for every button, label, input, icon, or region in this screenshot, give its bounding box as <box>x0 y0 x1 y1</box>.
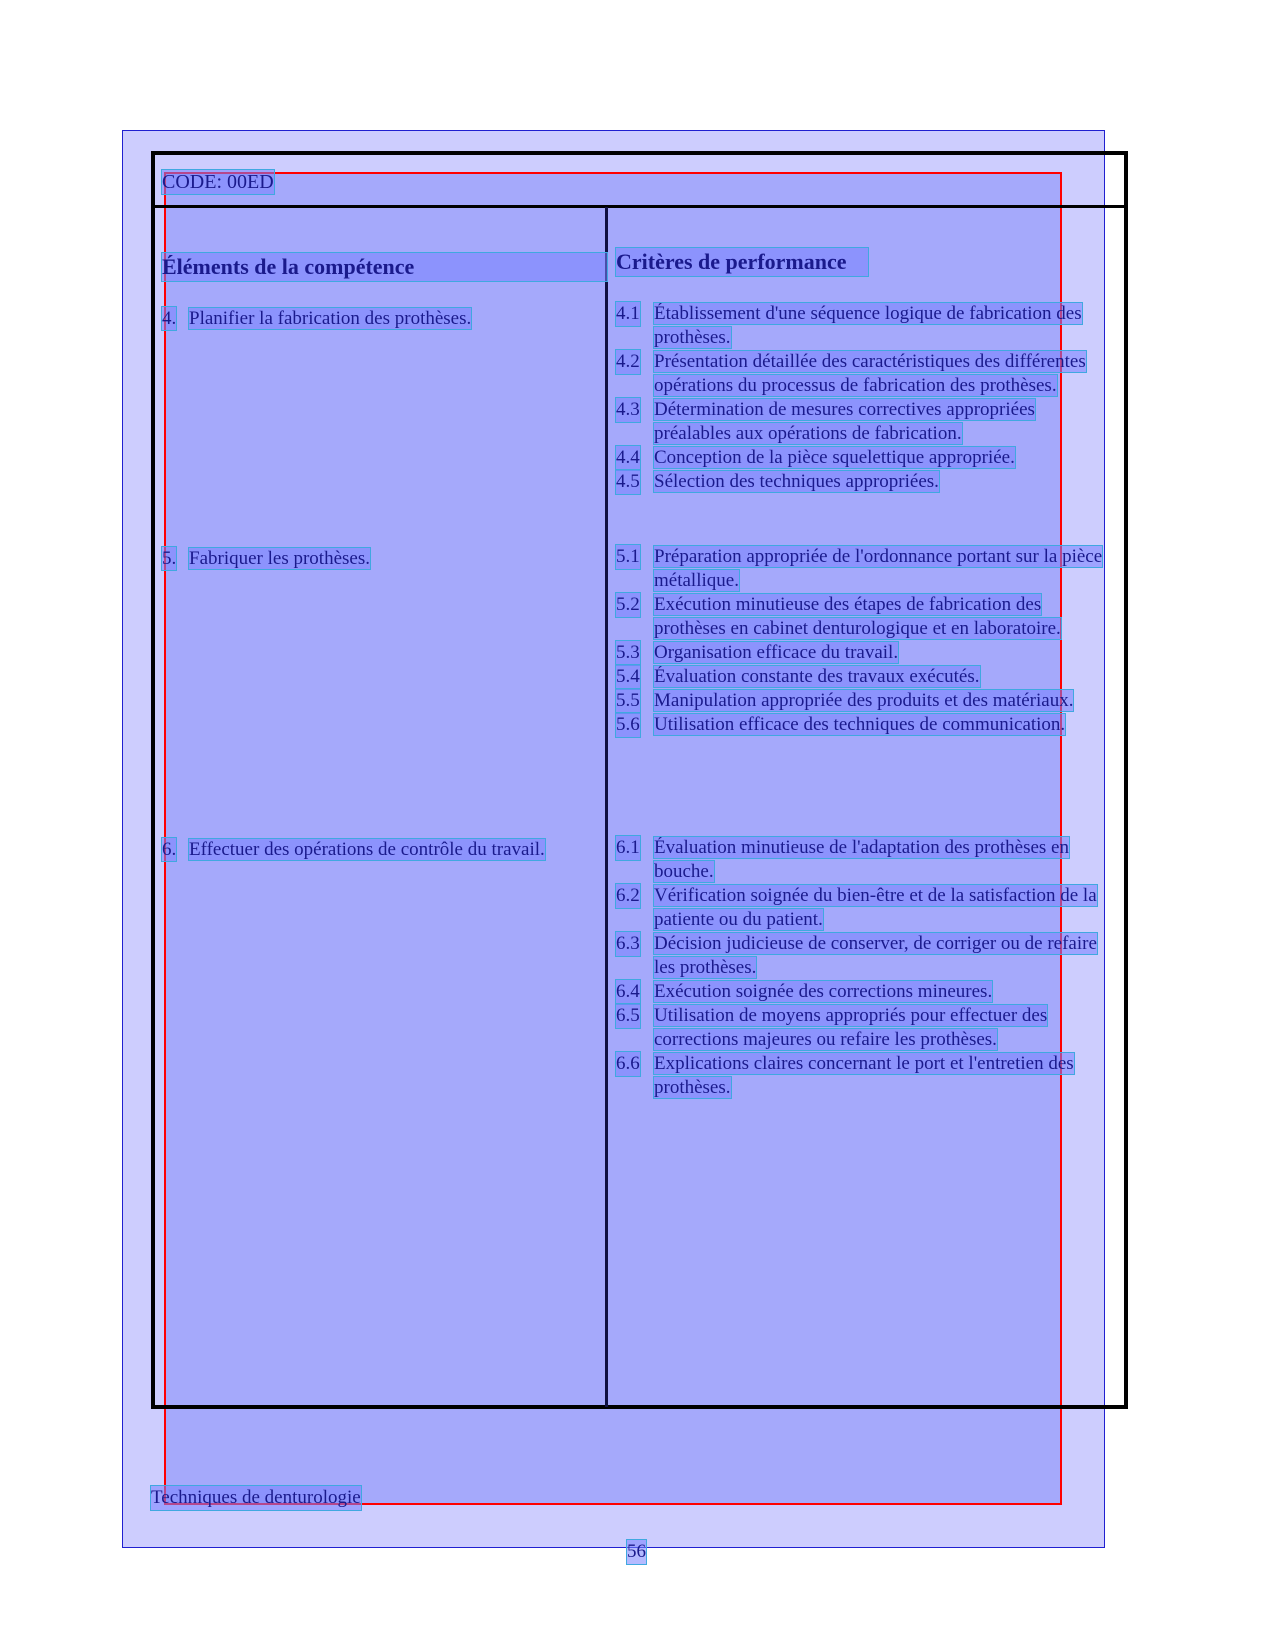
criterion-item <box>616 1004 1106 1052</box>
criterion-text: Sélection des techniques appropriées. <box>654 471 939 492</box>
criterion-item <box>616 545 1106 593</box>
program-name-footer: Techniques de denturologie <box>151 1487 361 1508</box>
criterion-number: 6.1 <box>616 837 640 858</box>
criterion-item <box>616 641 1106 665</box>
criterion-text: Utilisation de moyens appropriés pour effectuer des corrections majeures ou refaire les prothèses. <box>654 1005 1048 1050</box>
criterion-number: 5.4 <box>616 666 640 687</box>
criterion-item <box>616 470 1094 494</box>
criterion-text: Organisation efficace du travail. <box>654 642 899 663</box>
criterion-number: 5.5 <box>616 690 640 711</box>
criterion-number: 5.3 <box>616 642 640 663</box>
criterion-text: Explications claires concernant le port et l'entretien des prothèses. <box>654 1053 1074 1098</box>
criterion-item <box>616 1052 1106 1100</box>
criterion-number: 6.4 <box>616 981 640 1002</box>
element-item <box>162 547 602 570</box>
criterion-item <box>616 665 1106 689</box>
element-text: Fabriquer les prothèses. <box>189 548 370 569</box>
criterion-text: Conception de la pièce squelettique appropriée. <box>654 447 1015 468</box>
elements-column-title: Éléments de la compétence <box>162 253 607 281</box>
criterion-text: Vérification soignée du bien-être et de la satisfaction de la patiente ou du patient. <box>654 885 1097 930</box>
criterion-text: Exécution soignée des corrections mineures. <box>654 981 993 1002</box>
criterion-text: Décision judicieuse de conserver, de corriger ou de refaire les prothèses. <box>654 933 1097 978</box>
criterion-text: Évaluation minutieuse de l'adaptation des prothèses en bouche. <box>654 837 1069 882</box>
page-number: 56 <box>627 1541 646 1562</box>
criterion-number: 6.3 <box>616 933 640 954</box>
element-text: Planifier la fabrication des prothèses. <box>189 308 472 329</box>
criterion-number: 4.5 <box>616 471 640 492</box>
criterion-item <box>616 593 1106 641</box>
criterion-number: 5.6 <box>616 714 640 735</box>
criterion-text: Exécution minutieuse des étapes de fabrication des prothèses en cabinet denturologique et en laboratoire. <box>654 594 1061 639</box>
criterion-number: 6.2 <box>616 885 640 906</box>
criterion-item <box>616 884 1106 932</box>
element-number: 6. <box>162 839 177 860</box>
competency-code: CODE: 00ED <box>162 171 274 193</box>
criterion-number: 5.1 <box>616 546 640 567</box>
criterion-item <box>616 713 1106 737</box>
criterion-number: 5.2 <box>616 594 640 615</box>
criterion-text: Utilisation efficace des techniques de communication. <box>654 714 1066 735</box>
criteria-group-6 <box>616 836 1106 1100</box>
criterion-item <box>616 302 1094 350</box>
element-number: 5. <box>162 548 177 569</box>
element-item <box>162 838 552 861</box>
criterion-item <box>616 932 1106 980</box>
criterion-text: Manipulation appropriée des produits et des matériaux. <box>654 690 1074 711</box>
criterion-number: 6.5 <box>616 1005 640 1026</box>
criterion-text: Établissement d'une séquence logique de fabrication des prothèses. <box>654 303 1082 348</box>
criteria-group-4 <box>616 302 1094 494</box>
criterion-number: 6.6 <box>616 1053 640 1074</box>
criterion-number: 4.2 <box>616 351 640 372</box>
criterion-number: 4.3 <box>616 399 640 420</box>
criteria-column-title: Critères de performance <box>616 248 868 276</box>
element-item <box>162 307 602 330</box>
criterion-text: Évaluation constante des travaux exécutés. <box>654 666 980 687</box>
element-number: 4. <box>162 308 177 329</box>
criterion-item <box>616 836 1106 884</box>
criterion-number: 4.1 <box>616 303 640 324</box>
table-header-divider <box>151 205 1128 208</box>
criterion-number: 4.4 <box>616 447 640 468</box>
criterion-item <box>616 398 1094 446</box>
criterion-text: Préparation appropriée de l'ordonnance portant sur la pièce métallique. <box>654 546 1103 591</box>
criterion-item <box>616 689 1106 713</box>
table-column-divider <box>605 207 608 1407</box>
criterion-item <box>616 446 1094 470</box>
criterion-item <box>616 980 1106 1004</box>
element-text: Effectuer des opérations de contrôle du travail. <box>189 839 545 860</box>
criterion-item <box>616 350 1094 398</box>
criterion-text: Détermination de mesures correctives appropriées préalables aux opérations de fabrication. <box>654 399 1035 444</box>
criteria-group-5 <box>616 545 1106 737</box>
criterion-text: Présentation détaillée des caractéristiques des différentes opérations du processus de fabrication des prothèses. <box>654 351 1086 396</box>
